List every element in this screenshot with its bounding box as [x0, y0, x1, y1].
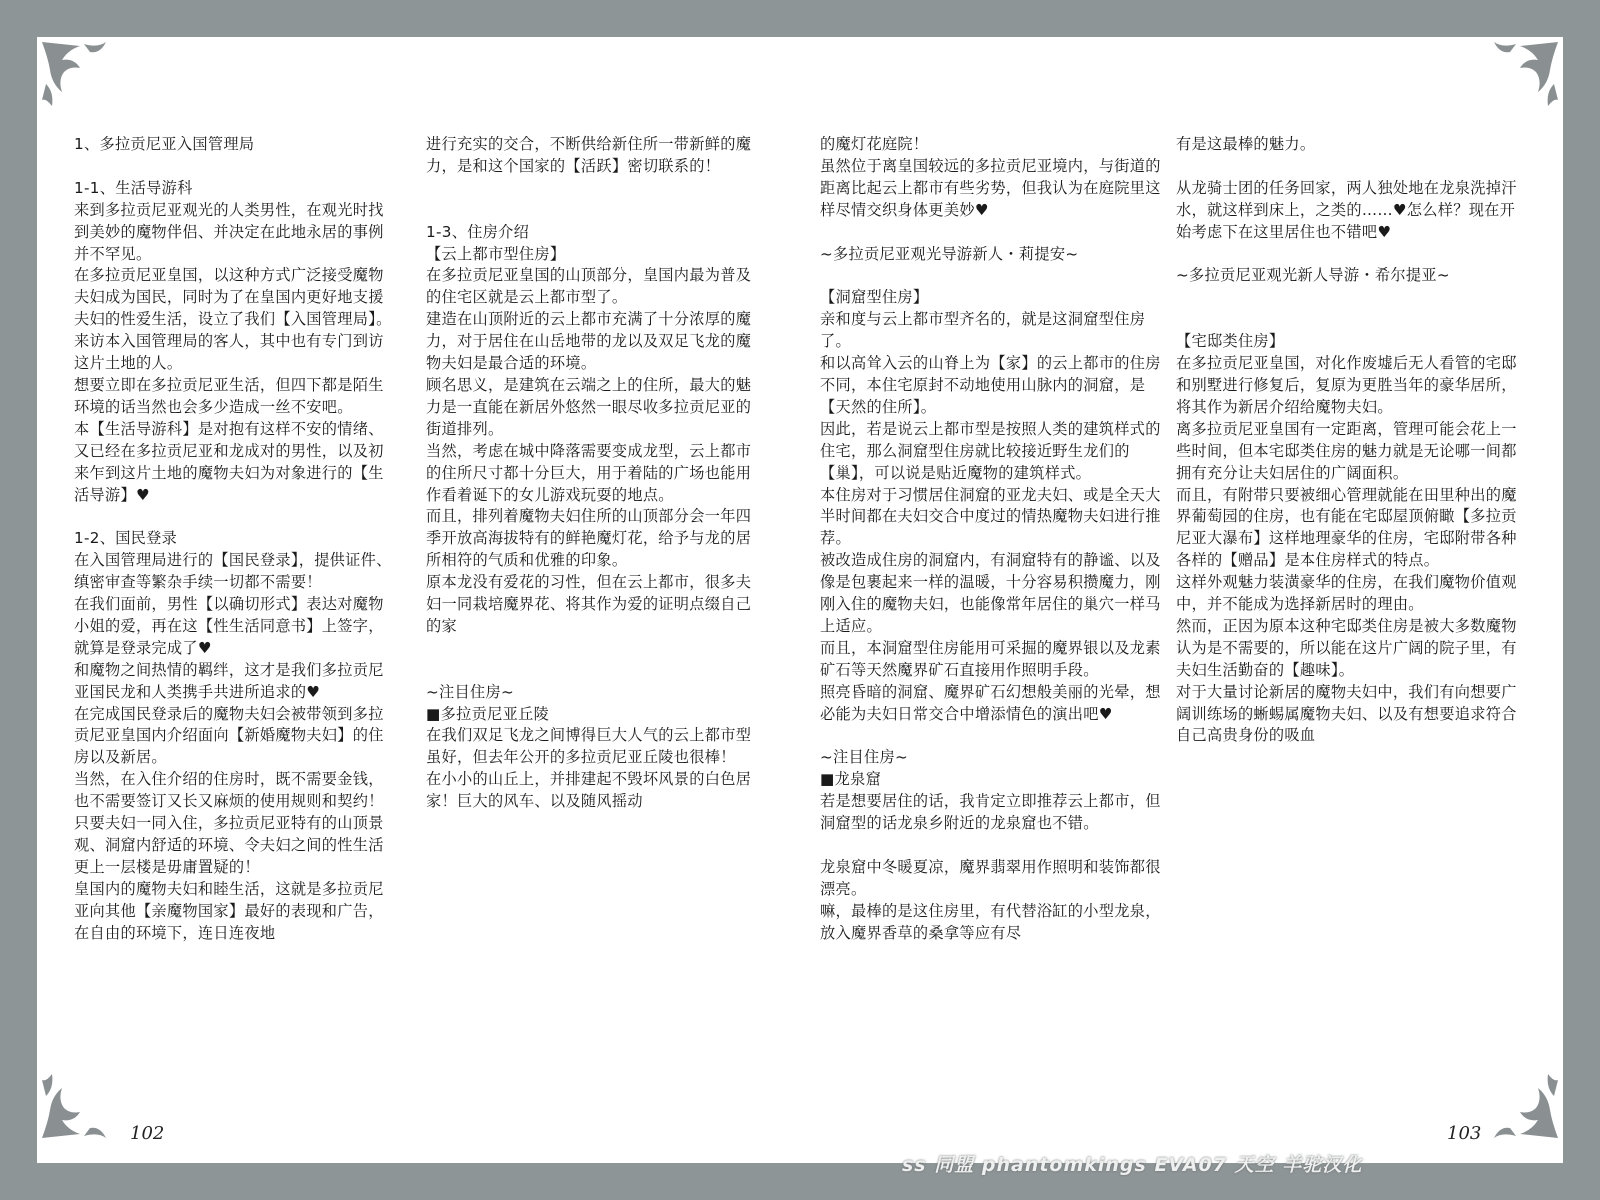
paragraph: ~注目住房~ [426, 682, 515, 701]
paragraph: 【洞窟型住房】 [820, 288, 929, 307]
paragraph: 进行充实的交合，不断供给新住所一带新鲜的魔力，是和这个国家的【活跃】密切联系的！ [426, 135, 752, 175]
paragraph: 皇国内的魔物夫妇和睦生活，这就是多拉贡尼亚向其他【亲魔物国家】最好的表现和广告，在自由的环境下，连日连夜地 [74, 879, 384, 942]
paragraph: 1、多拉贡尼亚入国管理局 [74, 135, 255, 153]
paragraph: 想要立即在多拉贡尼亚生活，但四下都是陌生环境的话当然也会多少造成一丝不安吧。 [74, 375, 384, 416]
paragraph: 虽然位于离皇国较远的多拉贡尼亚境内，与街道的距离比起云上都市有些劣势，但我认为在庭院里这样尽情交织身体更美妙♥ [820, 156, 1161, 219]
paragraph: 在多拉贡尼亚皇国，以这种方式广泛接受魔物夫妇成为国民，同时为了在皇国内更好地支援夫妇的性爱生活，设立了我们【入国管理局】。 [74, 266, 392, 329]
paragraph: 有是这最棒的魅力。 [1176, 135, 1316, 153]
paragraph: 当然，在入住介绍的住房时，既不需要金钱，也不需要签订又长又麻烦的使用规则和契约！ [74, 770, 384, 811]
paragraph: ■多拉贡尼亚丘陵 [426, 704, 550, 723]
paragraph: 来到多拉贡尼亚观光的人类男性，在观光时找到美妙的魔物伴侣、并决定在此地永居的事例并不罕见。 [74, 200, 384, 263]
paragraph: 1-1、生活导游科 [74, 178, 193, 197]
paragraph: 照亮昏暗的洞窟、魔界矿石幻想般美丽的光晕，想必能为夫妇日常交合中增添情色的演出吧♥ [820, 682, 1161, 723]
paragraph [1176, 309, 1521, 331]
paragraph: 亲和度与云上都市型齐名的，就是这洞窟型住房了。 [820, 310, 1146, 351]
text-column-3 [820, 134, 1165, 945]
paragraph [426, 178, 762, 200]
paragraph [74, 156, 396, 178]
paragraph: 在入国管理局进行的【国民登录】，提供证件、缜密审查等繁杂手续一切都不需要！ [74, 551, 392, 592]
paragraph: 对于大量讨论新居的魔物夫妇中，我们有向想要广阔训练场的蜥蜴属魔物夫妇、以及有想要追求符合自己高贵身份的吸血 [1176, 682, 1517, 745]
paragraph: ~注目住房~ [820, 748, 909, 767]
paragraph: 而且，排列着魔物夫妇住所的山顶部分会一年四季开放高海拔特有的鲜艳魔灯花，给予与龙的居所相符的气质和优雅的印象。 [426, 507, 752, 570]
page-number-right: 103 [1447, 1123, 1482, 1144]
tribal-corner-icon [1490, 40, 1560, 110]
paragraph: 龙泉窟中冬暖夏凉，魔界翡翠用作照明和装饰都很漂亮。 [820, 857, 1161, 898]
translation-credit: ss 同盟 phantomkings EVA07 天空 羊驼汉化 [902, 1154, 1363, 1176]
paragraph: 因此，若是说云上都市型是按照人类的建筑样式的住宅，那么洞窟型住房就比较接近野生龙们的【巢】，可以说是贴近魔物的建筑样式。 [820, 419, 1161, 482]
paragraph: 【宅邸类住房】 [1176, 332, 1285, 351]
paragraph: 本住房对于习惯居住洞窟的亚龙夫妇、或是全天大半时间都在夫妇交合中度过的情热魔物夫妇进行推荐。 [820, 485, 1161, 548]
paragraph: 在我们面前，男性【以确切形式】表达对魔物小姐的爱，再在这【性生活同意书】上签字，就算是登录完成了♥ [74, 595, 384, 657]
paragraph: 1-2、国民登录 [74, 529, 178, 548]
text-column-1 [74, 134, 396, 945]
paragraph: 而且，本洞窟型住房能用可采掘的魔界银以及龙素矿石等天然魔界矿石直接用作照明手段。 [820, 638, 1161, 679]
paragraph: 1-3、住房介绍 [426, 222, 530, 241]
paragraph: 离多拉贡尼亚皇国有一定距离，管理可能会花上一些时间，但本宅邸类住房的魅力就是无论哪一间都拥有充分让夫妇居住的广阔面积。 [1176, 419, 1517, 482]
paragraph: 这样外观魅力装潢豪华的住房，在我们魔物价值观中，并不能成为选择新居时的理由。 [1176, 573, 1517, 614]
paragraph: 在我们双足飞龙之间博得巨大人气的云上都市型虽好，但去年公开的多拉贡尼亚丘陵也很棒！ [426, 726, 752, 767]
paragraph: 若是想要居住的话，我肯定立即推荐云上都市，但洞窟型的话龙泉乡附近的龙泉窟也不错。 [820, 792, 1161, 833]
paragraph [426, 638, 762, 660]
paragraph: 从龙骑士团的任务回家，两人独处地在龙泉洗掉汗水，就这样到床上，之类的……♥怎么样？现在开始考虑下在这里居住也不错吧♥ [1176, 178, 1517, 241]
tribal-corner-icon [1490, 1070, 1560, 1140]
paragraph: 在多拉贡尼亚皇国，对化作废墟后无人看管的宅邸和别墅进行修复后，复原为更胜当年的豪华居所，将其作为新居介绍给魔物夫妇。 [1176, 354, 1517, 416]
paragraph: 的魔灯花庭院！ [820, 135, 929, 153]
paragraph: 而且，有附带只要被细心管理就能在田里种出的魔界葡萄园的住房，也有能在宅邸屋顶俯瞰【多拉贡尼亚大瀑布】这样地理豪华的住房，宅邸附带各种各样的【赠品】是本住房样式的特点。 [1176, 485, 1517, 570]
paragraph: 只要夫妇一同入住，多拉贡尼亚特有的山顶景观、洞窟内舒适的环境、令夫妇之间的性生活更上一层楼是毋庸置疑的！ [74, 814, 384, 876]
paragraph: 在多拉贡尼亚皇国的山顶部分，皇国内最为普及的住宅区就是云上都市型了。 [426, 266, 752, 307]
paragraph: 【云上都市型住房】 [426, 244, 566, 263]
paragraph [426, 200, 762, 222]
paragraph: 在完成国民登录后的魔物夫妇会被带领到多拉贡尼亚皇国内介绍面向【新婚魔物夫妇】的住房以及新居。 [74, 704, 384, 767]
paragraph [820, 222, 1165, 244]
paragraph: 和以高耸入云的山脊上为【家】的云上都市的住房不同，本住宅原封不动地使用山脉内的洞窟，是【天然的住所】。 [820, 354, 1161, 416]
paragraph: 在小小的山丘上，并排建起不毁坏风景的白色居家！巨大的风车、以及随风摇动 [426, 770, 752, 811]
paragraph [74, 506, 396, 528]
paragraph: 顾名思义，是建筑在云端之上的住所，最大的魅力是一直能在新居外悠然一眼尽收多拉贡尼亚的街道排列。 [426, 375, 752, 438]
paragraph: 原本龙没有爱花的习性，但在云上都市，很多夫妇一同栽培魔界花、将其作为爱的证明点缀自己的家 [426, 573, 752, 635]
paragraph [820, 725, 1165, 747]
text-column-2 [426, 134, 762, 813]
paragraph: 和魔物之间热情的羁绊，这才是我们多拉贡尼亚国民龙和人类携手共进所追求的♥ [74, 660, 384, 701]
paragraph [426, 660, 762, 682]
paragraph [1176, 287, 1521, 309]
paragraph: 被改造成住房的洞窟内，有洞窟特有的静谧、以及像是包裹起来一样的温暖，十分容易积攒魔力，刚刚入住的魔物夫妇，也能像常年居住的巢穴一样马上适应。 [820, 551, 1161, 635]
text-column-4 [1176, 134, 1521, 747]
paragraph: 然而，正因为原本这种宅邸类住房是被大多数魔物认为是不需要的，所以能在这片广阔的院子里，有夫妇生活勤奋的【趣味】。 [1176, 616, 1517, 679]
paragraph: 嘛，最棒的是这住房里，有代替浴缸的小型龙泉，放入魔界香草的桑拿等应有尽 [820, 901, 1161, 942]
paragraph: ~多拉贡尼亚观光导游新人・莉提安~ [820, 244, 1079, 263]
paragraph [820, 835, 1165, 857]
paragraph: 当然，考虑在城中降落需要变成龙型，云上都市的住所尺寸都十分巨大，用于着陆的广场也能用作看着诞下的女儿游戏玩耍的地点。 [426, 441, 752, 504]
paragraph: ■龙泉窟 [820, 770, 882, 789]
tribal-corner-icon [40, 1070, 110, 1140]
paragraph [1176, 244, 1521, 266]
paragraph: 本【生活导游科】是对抱有这样不安的情绪、又已经在多拉贡尼亚和龙成对的男性，以及初来乍到这片土地的魔物夫妇为对象进行的【生活导游】♥ [74, 419, 384, 504]
paragraph [1176, 156, 1521, 178]
paragraph: ~多拉贡尼亚观光新人导游・希尔提亚~ [1176, 266, 1450, 285]
paragraph: 来访本入国管理局的客人，其中也有专门到访这片土地的人。 [74, 332, 384, 373]
page-number-left: 102 [130, 1123, 165, 1144]
paragraph [820, 265, 1165, 287]
tribal-corner-icon [40, 40, 110, 110]
paragraph: 建造在山顶附近的云上都市充满了十分浓厚的魔力，对于居住在山岳地带的龙以及双足飞龙的魔物夫妇是最合适的环境。 [426, 310, 752, 373]
